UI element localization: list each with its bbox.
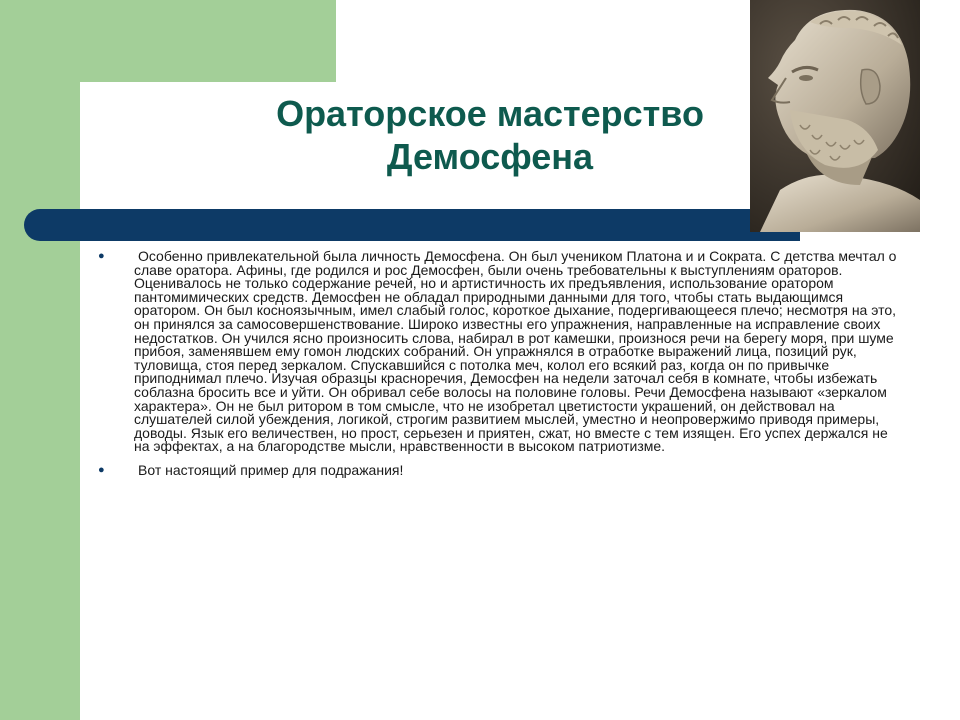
- bullet-list: [98, 250, 898, 488]
- slide-title: [180, 92, 800, 178]
- left-green-strip: [0, 0, 80, 720]
- bullet-text: Особенно привлекательной была личность Демосфена. Он был учеником Платона и и Сократа. С детства мечтал о славе оратора. Афины, где родился и рос Демосфен, были очень требовательны к выступлениям ораторов. Оценивалось не только содержание речей, но и артистичность их предъявления, использование оратором пантомимических средств. Демосфен не обладал природными данными для того, чтобы стать выдающимся оратором. Он был косноязычным, имел слабый голос, короткое дыхание, подергивающееся плечо; несмотря на это, он принялся за самосовершенствование. Широко известны его упражнения, направленные на исправление своих недостатков. Он учился ясно произносить слова, набирал в рот камешки, произнося речи на берегу моря, при шуме прибоя, заменявшем ему гомон людских собраний. Он упражнялся в отработке выражений лица, позиций рук, туловища, стоя перед зеркалом. Спускавшийся с потолка меч, колол его всякий раз, когда он по привычке приподнимал плечо. Изучая образцы красноречия, Демосфен на недели заточал себя в комнате, чтобы избежать соблазна бросить все и уйти. Он обривал себе волосы на половине головы. Речи Демосфена называют «зеркалом характера». Он не был ритором в том смысле, что не изобретал цветистости украшений, он действовал на слушателей силой убеждения, логикой, строгим развитием мыслей, уместно и неопровержимо приводя примеры, доводы. Язык его величествен, но прост, серьезен и приятен, сжат, но вместе с тем изящен. Его успех держался не на эффектах, а на благородстве мысли, нравственности в высоком патриотизме.: [134, 248, 897, 455]
- bullet-dot-icon: ●: [98, 463, 105, 476]
- title-line-1: Ораторское мастерство: [276, 93, 704, 134]
- list-item: [98, 250, 898, 454]
- bullet-text: Вот настоящий пример для подражания!: [138, 461, 404, 478]
- list-item: [98, 461, 898, 478]
- top-green-block: [0, 0, 336, 82]
- title-line-2: Демосфена: [386, 136, 594, 177]
- title-underline-bar: [24, 209, 800, 241]
- bullet-dot-icon: ●: [98, 250, 105, 262]
- demosthenes-bust-icon: [750, 0, 920, 232]
